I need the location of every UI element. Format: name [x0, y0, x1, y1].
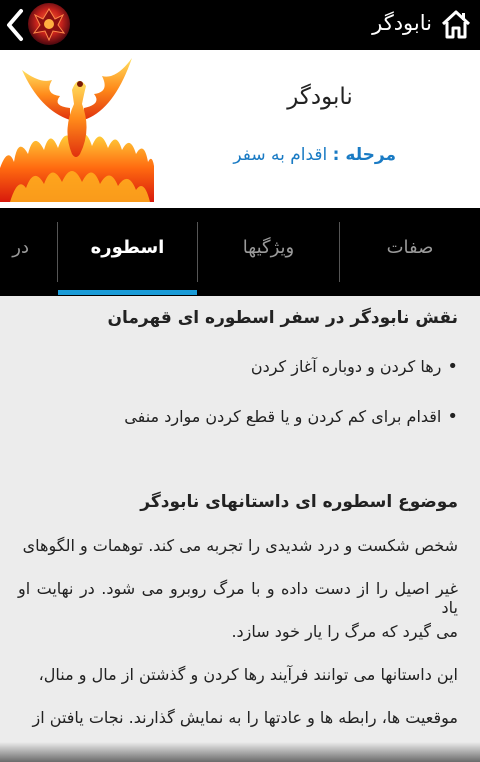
dragon-emblem-icon[interactable]: [28, 3, 70, 45]
list-item: •اقدام برای کم کردن و یا قطع کردن موارد منفی: [124, 406, 458, 427]
app-title: نابودگر: [372, 11, 432, 35]
tab-myth[interactable]: اسطوره: [90, 237, 165, 258]
tab-divider: [197, 222, 198, 282]
stage-line: [233, 145, 396, 165]
tab-divider: [339, 222, 340, 282]
phoenix-image: [0, 50, 154, 202]
tab-features[interactable]: ویژگیها: [242, 237, 295, 258]
tab-bar: [0, 208, 480, 296]
hero-name: نابودگر: [287, 84, 353, 110]
active-tab-indicator: [58, 290, 197, 295]
paragraph-line: غیر اصیل را از دست داده و با مرگ روبرو می شود. در نهایت او یاد: [18, 579, 458, 617]
stage-value: اقدام به سفر: [233, 145, 328, 165]
home-icon: [440, 8, 472, 40]
paragraph-line: موقعیت ها، رابطه ها و عادتها را به نمایش گذارند. نجات یافتن از: [32, 708, 458, 727]
tab-attributes[interactable]: صفات: [386, 237, 434, 258]
bullet-icon: •: [447, 356, 458, 377]
myth-content: [0, 296, 480, 762]
bullet-icon: •: [447, 406, 458, 427]
hero-header: [0, 50, 480, 208]
tab-partial[interactable]: در: [12, 237, 29, 258]
list-item: •رها کردن و دوباره آغاز کردن: [250, 356, 458, 377]
scroll-fade: [0, 742, 480, 762]
chevron-left-icon: [4, 8, 26, 42]
tab-divider: [57, 222, 58, 282]
section-title-role: نقش نابودگر در سفر اسطوره ای قهرمان: [107, 308, 458, 328]
action-bar: [0, 0, 480, 50]
stage-label: مرحله :: [332, 145, 396, 165]
paragraph-line: می گیرد که مرگ را یار خود سازد.: [231, 622, 458, 641]
paragraph-line: شخص شکست و درد شدیدی را تجربه می کند. توهمات و الگوهای: [22, 536, 458, 555]
back-button[interactable]: [4, 8, 26, 42]
section-title-theme: موضوع اسطوره ای داستانهای نابودگر: [140, 492, 458, 512]
home-button[interactable]: [440, 8, 472, 40]
paragraph-line: این داستانها می توانند فرآیند رها کردن و گذشتن از مال و منال،: [38, 665, 458, 684]
